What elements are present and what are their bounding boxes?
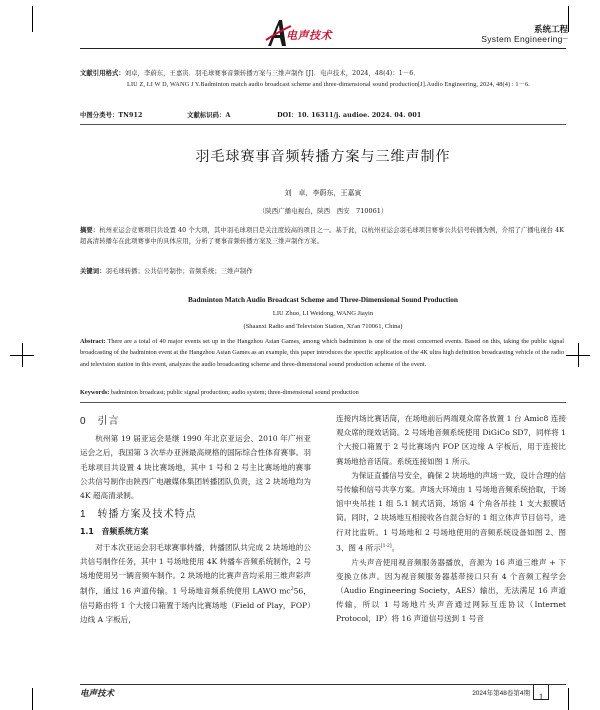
citation-cn-text: 刘卓，李蔚东，王嘉寅．羽毛球赛事音频转播方案与三维声制作 [J]．电声技术，2024，48(4)：1－6． xyxy=(124,70,420,77)
authors-cn: 刘 卓，李蔚东，王嘉寅 xyxy=(284,189,362,197)
abstract-en-text: There are a total of 40 major events set up in the Hangzhou Asian Games, among which badminton is one of the most concerned events. Based on this, taking the public signal broadcasting of the badminton event at the Hangzhou Asian Games as an example, this paper introduces the specific application of the 4K ultra high definition broadcasting vehicle of the radio and television station in this event, analyzes the audio broadcasting scheme and three-dimensional sound production scheme of the event. xyxy=(80,338,565,368)
section-title-en: System Engineering— xyxy=(481,34,568,44)
body-left-column xyxy=(80,412,311,627)
meta-row xyxy=(80,110,564,121)
citation-ref: [1-2] xyxy=(380,543,392,549)
doi-label: DOI： xyxy=(277,112,298,119)
abstract-cn-label: 摘要： xyxy=(80,227,100,234)
header-rule xyxy=(80,48,566,49)
section-0-paragraph: 杭州第 19 届亚运会是继 1990 年北京亚运会、2010 年广州亚运会之后，我国第 3 次举办亚洲最高规格的国际综合性体育赛事。羽毛球项目共设置 4 块比赛场地，其中 1 号和 2 号主比赛场地的赛事公共信号制作由陕西广电融媒体集团转播团队负责，这 2 块场地均为 4K 超高清录制。 xyxy=(80,434,311,501)
footer-rule xyxy=(80,684,566,685)
page-number-text: 1 xyxy=(538,692,544,702)
section-1-1-text: 对于本次亚运会羽毛球赛事转播，转播团队共完成 2 块场地的公共信号制作任务，其中 1 号场地使用 4K 转播车音频系统制作，2 号场地使用另一辆音频车制作。2 块场地的比赛声音均采用三维声彩声制作，通过 16 声道传输。1 号场地音频系统使用 LAWO mc xyxy=(80,542,311,596)
citation-label: 文献引用格式： xyxy=(80,70,125,77)
crop-mark-right-mid-v xyxy=(578,343,579,367)
section-1-1-paragraph xyxy=(80,541,311,628)
keywords-cn-text: 羽毛球转播；公共信号制作；音频系统；三维声制作 xyxy=(105,268,253,275)
doi-value: 10. 16311/j. audioe. 2024. 04. 001 xyxy=(297,112,422,119)
clc-label: 中图分类号： xyxy=(80,112,119,119)
abstract-cn-text: 杭州亚运会竞赛项目共设置 40 个大项，其中羽毛球项目是关注度较高的项目之一。基于此，以杭州亚运会羽毛球项目赛事公共信号转播为例，介绍了广播电视台 4K 超高清转播车在此项赛事中的具体应用，分析了赛事音频转播方案及三维声制作方案。 xyxy=(80,227,565,245)
right-paragraph-2 xyxy=(336,469,566,556)
crop-mark-bottom-right xyxy=(568,688,569,710)
keywords-en-label: Keywords: xyxy=(80,389,110,396)
footer-issue: 2024年第48卷第4期 xyxy=(472,690,530,697)
subsection-1-1-heading: 1.1 音频系统方案 xyxy=(80,527,149,537)
section-1-1-superscript: 2 xyxy=(290,587,294,593)
crop-mark-left-mid-v xyxy=(22,343,23,367)
affiliation-en: (Shaanxi Radio and Television Station, Xi'an 710061, China) xyxy=(243,323,403,330)
crop-mark-top-right xyxy=(568,6,569,32)
abstract-cn xyxy=(80,225,564,247)
journal-logo xyxy=(264,18,344,50)
right-paragraph-2-end: 。 xyxy=(391,543,400,553)
section-title-cn: 系统工程 xyxy=(533,24,568,34)
citation-en: LIU Z, LI W D, WANG J Y.Badminton match audio broadcast scheme and three-dimensional sound production[J].Audio Engineering, 2024, 48(4) : 1－6. xyxy=(127,81,530,88)
citation-block xyxy=(80,68,564,91)
journal-logo-text: 电声技术 xyxy=(286,30,332,42)
abstract-rule xyxy=(80,402,566,403)
keywords-en-text: badminton broadcast; public signal production; audio system; three-dimensional sound production xyxy=(110,389,359,396)
footer-logo: 电声技术 xyxy=(80,688,115,698)
doc-label: 文献标识码： xyxy=(187,112,226,119)
keywords-cn-label: 关键词： xyxy=(80,268,106,275)
section-header xyxy=(438,24,568,48)
article-title-cn: 羽毛球赛事音频转播方案与三维声制作 xyxy=(195,149,451,165)
right-paragraph-3: 片头声音使用视音频服务器播放，音源为 16 声道三维声 + 下变换立体声。因为视音频服务器基带接口只有 4 个音频工程学会（Audio Engineering Society，AES）输出，无法满足 16 声道传输，所以 1 号场地片头声音通过网际互连协议（Internet Protocol，IP）将 16 声道信号送到 1 号音 xyxy=(336,557,566,624)
right-paragraph-1: 连接内场比赛话筒，在场地前后两端观众席各放置 1 台 Amic8 连接观众席的现效话筒。2 号场地音频系统使用 DiGiCo SD7，同样将 1 个大接口箱置于 2 号比赛场内 FOP 区边缘 A 字板后，用于连接比赛场地拾音话筒。系统连接如图 1 所示。 xyxy=(336,414,566,466)
section-0-heading: 0 引言 xyxy=(80,416,120,427)
abstract-en-label: Abstract: xyxy=(80,338,106,345)
keywords-en xyxy=(80,387,564,398)
section-1-1-text-rest: 56，信号路由将 1 个大接口箱置于场内比赛场地（Field of Play，FOP）边线 A 字板后， xyxy=(80,586,311,625)
section-1-heading: 1 转播方案及技术特点 xyxy=(80,509,197,521)
crop-mark-top-left xyxy=(32,6,33,32)
article-title-en: Badminton Match Audio Broadcast Scheme and Three-Dimensional Sound Production xyxy=(188,295,458,304)
page-number xyxy=(533,684,549,700)
right-paragraph-2-text: 为保证直播信号安全，确保 2 块场地的声场一致，设计合理的信号传输和信号共享方案。声场大环境由 1 号场地音频系统拾取，于场馆中央吊挂 1 组 5.1 制式话筒，场馆 4 个角各吊挂 1 支大振膜话筒。同时，2 块场地互相接收各自混合好的 1 组立体声节目信号，进行对比监听。1 号场地和 2 号场地使用的音频系统设备如图 2、图 3、图 4 所示 xyxy=(336,470,566,553)
authors-en: LIU Zhuo, LI Weidong, WANG Jiayin xyxy=(272,310,374,317)
affiliation-cn: （陕西广播电视台，陕西 西安 710061） xyxy=(258,207,388,215)
keywords-cn xyxy=(80,266,564,277)
section-title-en-text: System Engineering xyxy=(481,34,563,44)
meta-rule xyxy=(80,124,566,125)
abstract-en xyxy=(80,336,564,370)
citation-cn xyxy=(80,68,564,79)
clc-value: TN912 xyxy=(118,112,143,119)
doc-value: A xyxy=(225,112,231,119)
crop-mark-bottom-left xyxy=(32,688,33,710)
body-right-column xyxy=(336,412,566,627)
